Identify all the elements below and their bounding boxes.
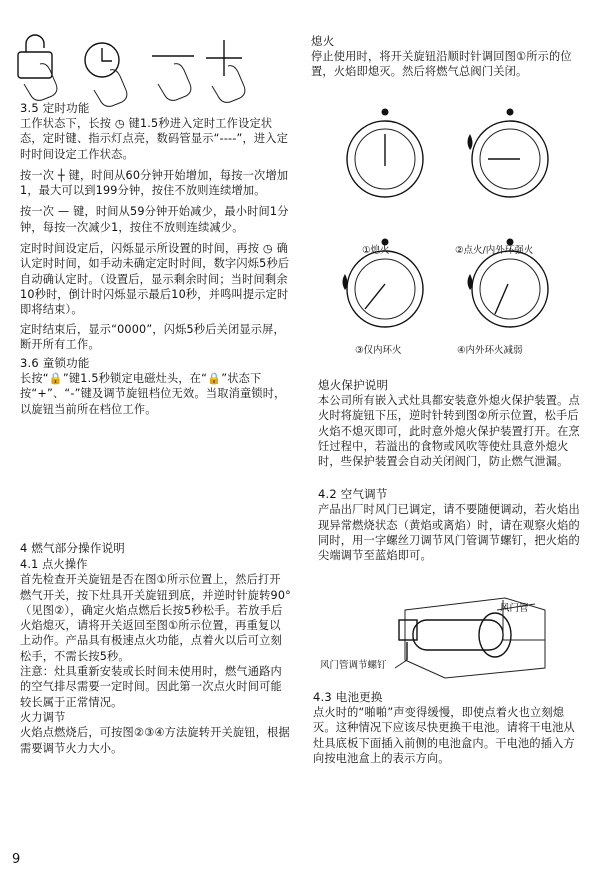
label-damper-screw: 风门管调节螺钉	[320, 660, 387, 671]
section-4-1-para-2: 注意：灶具重新安装或长时间未使用时，燃气通路内的空气排尽需要一定时间。因此第一次点火时间可能较长属于正常情况。	[20, 665, 282, 709]
section-4-3-title: 4.3 电池更换	[313, 690, 383, 704]
section-4-title: 4 燃气部分操作说明	[20, 541, 125, 555]
section-4-2-title: 4.2 空气调节	[318, 487, 388, 502]
left-column	[20, 101, 292, 417]
top-button-icons	[12, 34, 242, 104]
flame-protection-para: 本公司所有嵌入式灶具都安装意外熄火保护装置。点火时将旋钮下压，逆时针转到图②所示位置，松手后火焰不熄灭即可，此时意外熄火保护装置打开。在烹饪过程中，若溢出的食物或风吹等使灶具意外熄火时，些保护装置会自动关闭阀门，防止燃气泄漏。	[318, 394, 580, 469]
flame-protection-title: 熄火保护说明	[318, 378, 389, 392]
plus-icon	[206, 40, 242, 76]
knob-caption-4: ④内外环火减弱	[457, 345, 523, 356]
hand-icon-4	[212, 66, 245, 103]
left-column-gas	[20, 541, 292, 756]
section-3-5-para-3: 按一次 — 键，时间从59分钟开始减少，最小时间1分钟，每按一次减少1，按住不放则连续减少。	[20, 205, 289, 234]
section-4-3-para: 点火时的“啪啪”声变得缓慢，即使点着火也立刻熄灭。这种情况下应该尽快更换干电池。请将干电池从灶具底板下面插入前侧的电池盒内。干电池的插入方向按电池盒上的表示方向。	[313, 706, 575, 765]
extinguish-para: 停止使用时，将开关旋钮沿顺时针调回图①所示的位置，火焰即熄灭。然后将燃气总阀门关闭。	[311, 50, 572, 79]
knob-1-off	[347, 109, 423, 198]
knob-caption-2: ②点火/内外环强火	[455, 245, 534, 256]
label-damper-tube: 风门管	[500, 603, 529, 614]
extinguish-title: 熄火	[311, 34, 335, 48]
right-column-bottom	[313, 690, 581, 766]
section-3-5-para-1: 工作状态下，长按 ◷ 键1.5秒进入定时工作设定状态，定时键、指示灯点亮，数码管显示“----”，进入定时时间设定工作状态。	[20, 117, 289, 161]
hand-icon-3	[158, 64, 191, 101]
section-3-5-para-2: 按一次 ┼ 键，时间从60分钟开始增加，每按一次增加1，最大可以到199分钟，按住不放则连续增加。	[20, 168, 289, 198]
lock-icon	[18, 35, 52, 78]
section-3-5-title: 3.5 定时功能	[20, 101, 90, 115]
air-damper-diagram	[385, 580, 565, 680]
section-4-1-para-1: 首先检查开关旋钮是否在图①所示位置上，然后打开燃气开关，按下灶具开关旋钮到底，并逆时针旋转90°（见图②），确定火焰点燃后长按5秒松手。若放手后火焰熄灭，请将开关返回至图①所示位置，再重复以上动作。产品具有极速点火功能，点着火以后可立刻松手，不需长按5秒。	[20, 573, 291, 663]
right-column-mid	[318, 378, 580, 564]
section-4-2-para: 产品出厂时风门已调定，请不要随便调动，若火焰出现异常燃烧状态（黄焰或离焰）时，请在观察火焰的同时，用一字螺丝刀调节风门管调节螺钉，把火焰的尖端调节至蓝焰即可。	[318, 503, 580, 563]
right-column-top	[311, 34, 579, 80]
fire-adjust-para: 火焰点燃烧后，可按图②③④方法旋转开关旋钮，根据需要调节火力大小。	[20, 726, 290, 755]
section-3-5-para-4: 定时时间设定后，闪烁显示所设置的时间，再按 ◷ 确认定时时间，如手动未确定定时时间，数字闪烁5秒后自动确认定时。（设置后，显示剩余时间；当时间剩余10秒时，倒计时闪烁显示最后10秒，并鸣叫提示定时即将结束）。	[20, 242, 290, 317]
fire-adjust-title: 火力调节	[20, 710, 66, 724]
knob-diagrams	[330, 104, 580, 354]
knob-2-ignite	[468, 109, 549, 198]
clock-icon	[85, 43, 119, 77]
section-3-6-para-1: 长按“🔒”键1.5秒锁定电磁灶头，在“🔒”状态下按“+”、“-”键及调节旋钮档位无效。当取消童锁时，以旋钮当前所在档位工作。	[20, 372, 286, 416]
section-3-5-para-5: 定时结束后，显示“0000”，闪烁5秒后关闭显示屏，断开所有工作。	[20, 322, 285, 351]
knob-caption-1: ①熄火	[362, 245, 390, 256]
page-number: 9	[12, 852, 21, 867]
section-4-1-title: 4.1 点火操作	[20, 558, 88, 571]
knob-caption-3: ③仅内环火	[355, 345, 402, 356]
section-3-6-title: 3.6 童锁功能	[20, 356, 90, 371]
